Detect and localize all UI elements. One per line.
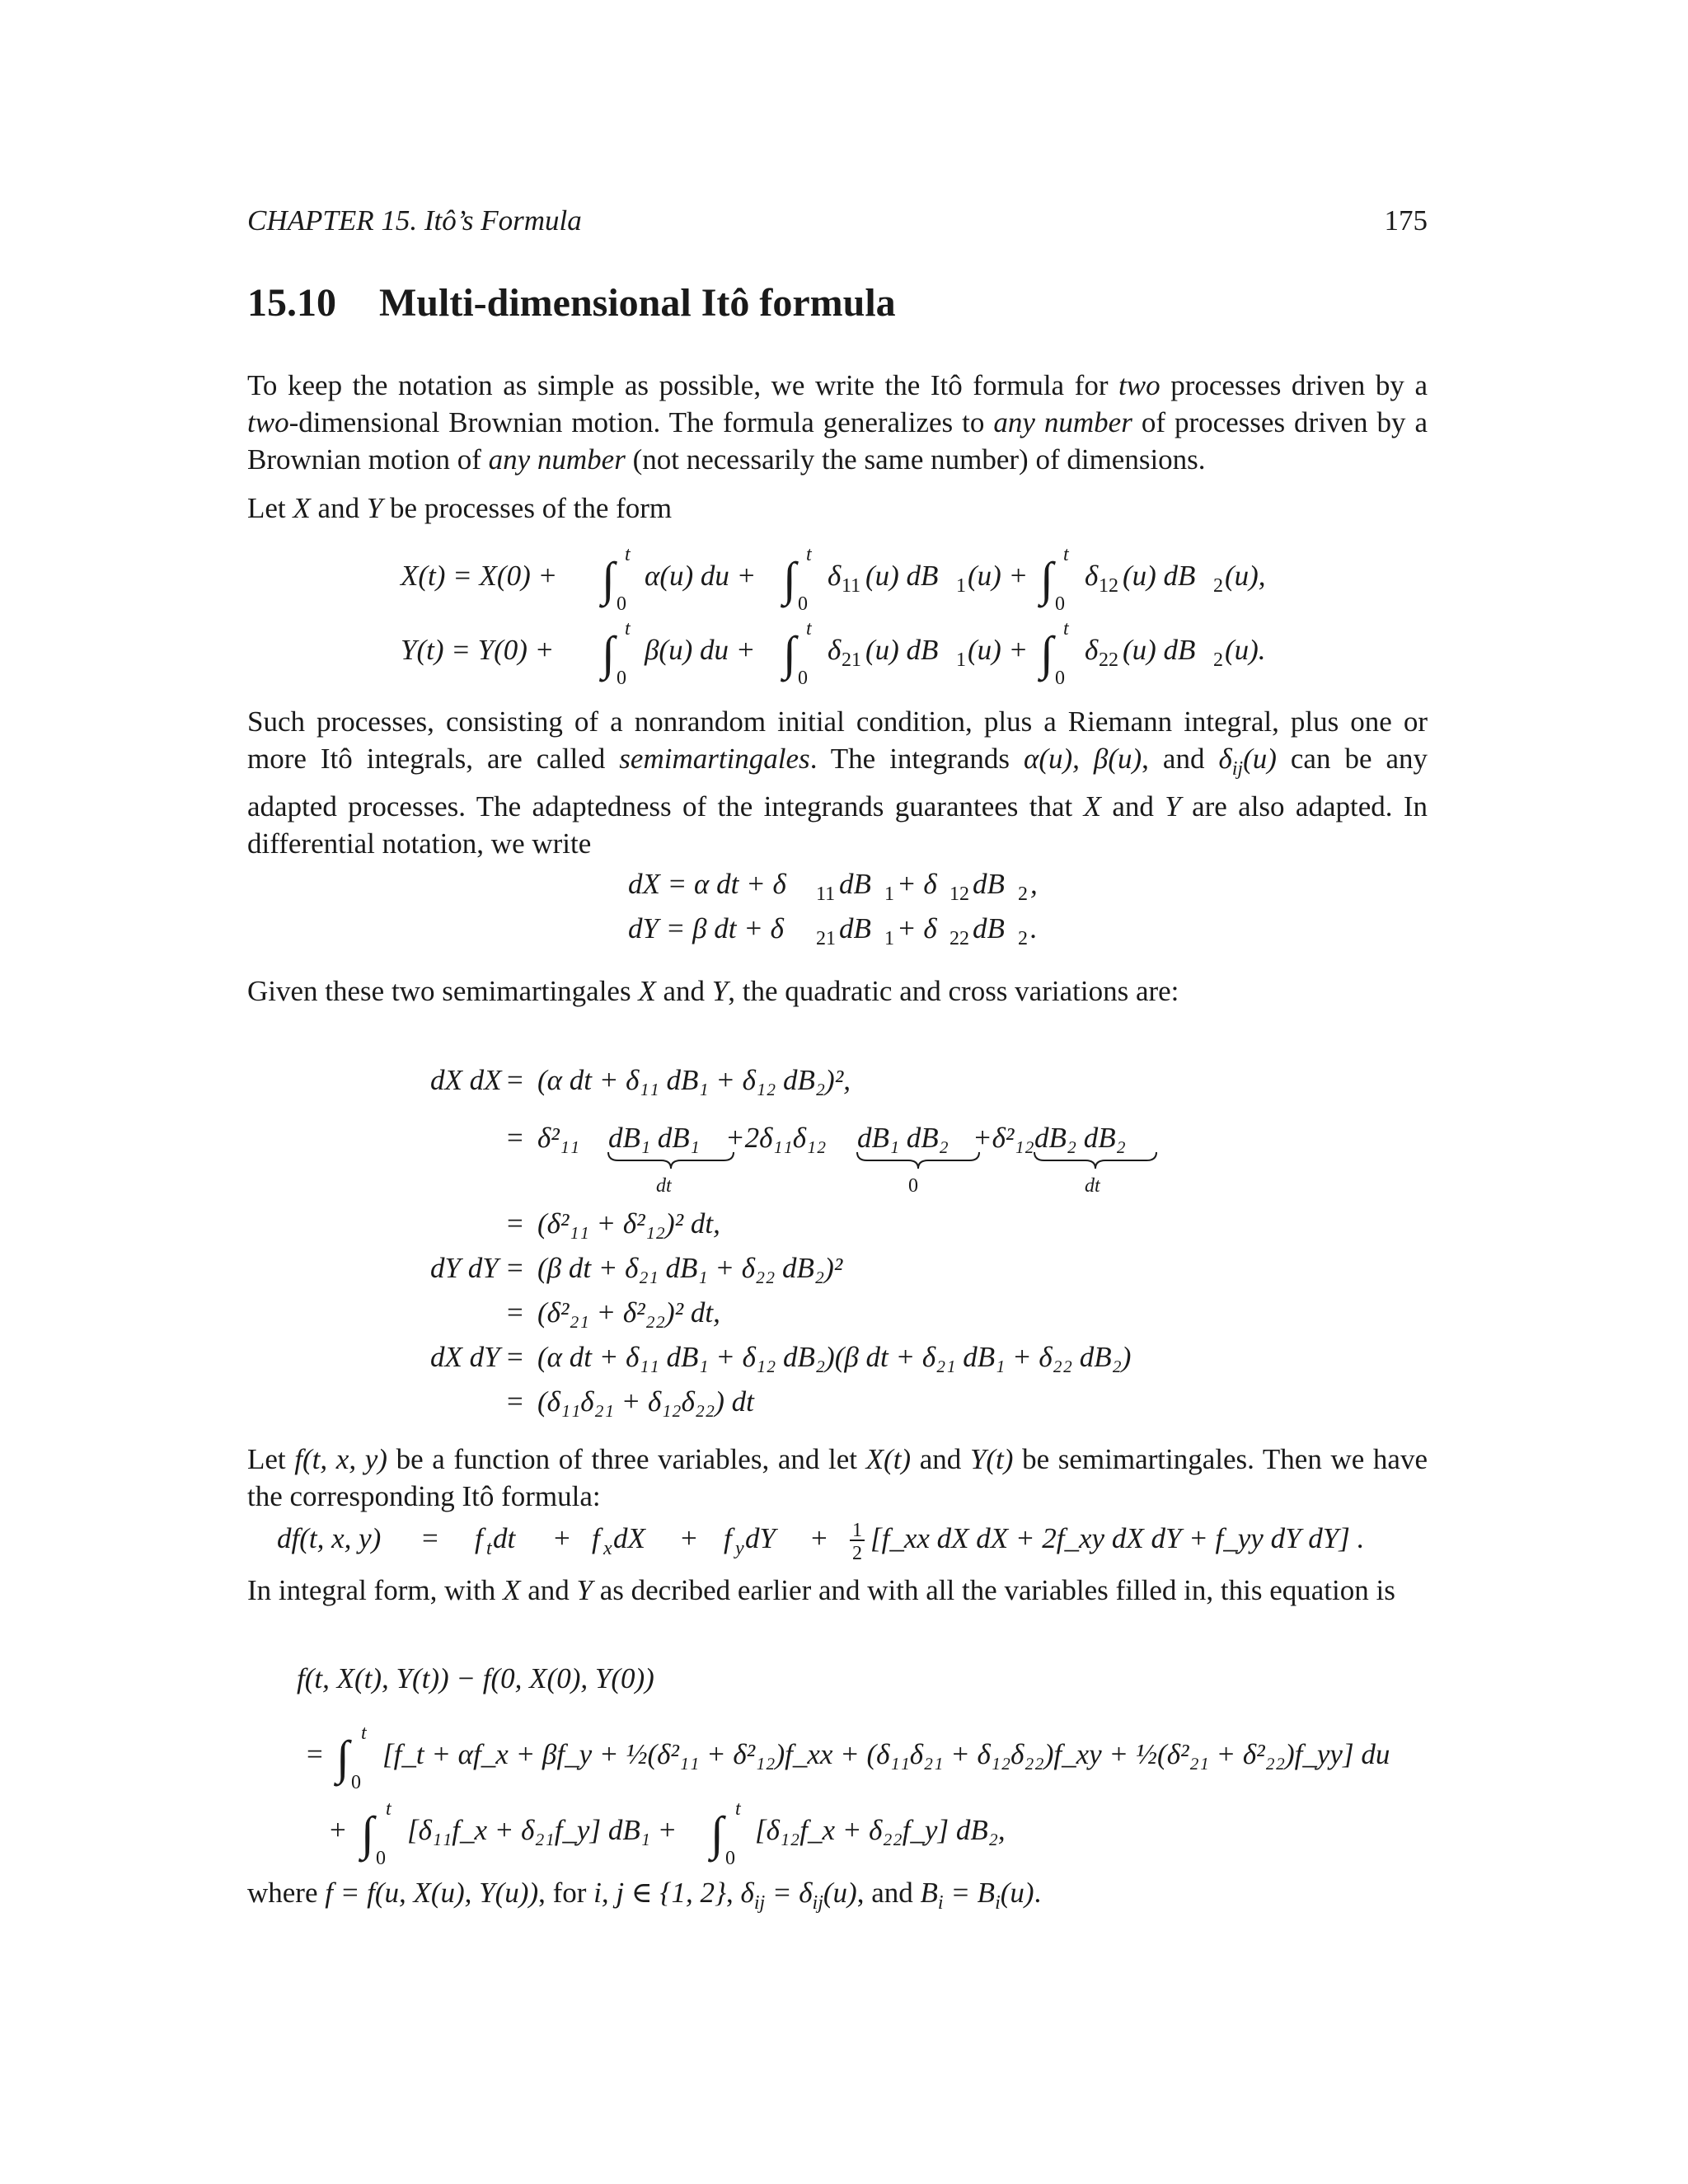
qv-line-6: (α dt + δ₁₁ dB₁ + δ₁₂ dB₂)(β dt + δ₂₁ dB₁ + δ₂₂ dB₂) — [537, 1341, 1132, 1373]
alpha-du: α(u) du + — [645, 560, 757, 592]
plus-delta: + δ — [897, 912, 937, 944]
given-text-1: Given these two semimartingales — [247, 975, 639, 1007]
math-B: B — [920, 1877, 938, 1909]
let-text-2: and — [310, 492, 367, 524]
period: . — [1030, 912, 1038, 944]
qv-line-2-d: dB₁ dB₂ — [857, 1122, 949, 1154]
plus-sign: + — [811, 1522, 828, 1554]
ito-dt: dt — [493, 1522, 516, 1554]
ito-dX: dX — [613, 1522, 645, 1554]
integral-lhs: f(t, X(t), Y(t)) − f(0, X(0), Y(0)) — [297, 1662, 654, 1694]
integral-line-2a: [δ₁₁f_x + δ₂₁f_y] dB₁ + — [407, 1814, 678, 1846]
math-delta: δ — [740, 1877, 754, 1909]
dB-term: dB — [973, 912, 1005, 944]
qv-line-2-b: dB₁ dB₁ — [608, 1122, 700, 1154]
math-X: X — [1083, 790, 1102, 823]
dB-term: dB — [839, 912, 871, 944]
math-X: X — [293, 492, 311, 524]
integral-lower-limit: 0 — [1055, 593, 1065, 615]
dB-term: (u) dB — [1123, 560, 1196, 592]
subscript: 12 — [1099, 575, 1118, 597]
math-u-arg: (u) — [1000, 1877, 1034, 1909]
integral-upper-limit: t — [625, 618, 631, 640]
integral-sign: ∫ — [1040, 552, 1053, 606]
integral-sign: ∫ — [336, 1731, 349, 1784]
integral-lower-limit: 0 — [617, 593, 626, 615]
subscript: 22 — [1099, 649, 1118, 671]
subscript: 21 — [816, 928, 836, 949]
math-delta-subscript: ij — [1231, 758, 1244, 780]
section-number: 15.10 — [247, 281, 336, 325]
section-title: Multi-dimensional Itô formula — [379, 281, 896, 325]
fraction-denominator: 2 — [852, 1543, 862, 1564]
tail-term: (u), — [1225, 560, 1266, 592]
plus-delta: + δ — [897, 868, 937, 900]
math-X: X — [503, 1574, 521, 1606]
integral-lower-limit: 0 — [798, 668, 808, 689]
math-X: X — [638, 975, 656, 1007]
brace-label-dt: dt — [656, 1175, 672, 1197]
tail-term: (u). — [1225, 634, 1266, 666]
plus-sign: + — [554, 1522, 570, 1554]
integral-lower-limit: 0 — [725, 1848, 735, 1869]
equals-sign: = — [507, 1341, 523, 1373]
subscript: 2 — [1018, 883, 1028, 905]
where-text-1: where — [247, 1877, 326, 1909]
dXdY-label: dX dY — [430, 1341, 500, 1373]
integral-line-2b: [δ₁₂f_x + δ₂₂f_y] dB₂, — [755, 1814, 1006, 1846]
math-delta-subscript: ij — [812, 1892, 823, 1914]
equals-sign: = — [507, 1064, 523, 1096]
where-paragraph: where f = f(u, X(u), Y(u)), for i, j ∈ {1, 2}, $\delta_{ij} = \delta_{ij}(u)$, and $B_i = B_i(u)$. — [247, 1877, 1042, 1914]
dYdY-label: dY dY — [430, 1252, 499, 1284]
qv-line-7: (δ₁₁δ₂₁ + δ₁₂δ₂₂) dt — [537, 1385, 754, 1418]
dB-term: dB — [839, 868, 871, 900]
integral-sign: ∫ — [710, 1807, 724, 1860]
integral-text-2: as decribed earlier and with all the variables filled in, this equation is — [592, 1574, 1395, 1606]
integral-upper-limit: t — [806, 544, 812, 565]
equals-sign: = — [507, 1296, 523, 1329]
subscript: y — [735, 1538, 744, 1559]
semi-text-4: are also adapted. In differential notation, we write — [247, 790, 1428, 860]
subscript: 1 — [956, 575, 966, 597]
qv-line-2-e: +δ²₁₂ — [973, 1122, 1034, 1154]
equals-sign: = — [507, 1252, 523, 1284]
subscript: 2 — [1213, 649, 1223, 671]
math-Y: Y — [576, 1574, 593, 1606]
integral-sign: ∫ — [783, 552, 796, 606]
math-Y: Y — [711, 975, 729, 1007]
beta-du: β(u) du + — [645, 634, 756, 666]
math-and: and — [655, 975, 712, 1007]
intro-emphasis-two-b: two — [247, 406, 289, 438]
subscript: t — [486, 1538, 492, 1559]
page-number: 175 — [1384, 204, 1428, 237]
math-Y: Y — [1165, 790, 1181, 823]
math-where-f: f = f(u, X(u), Y(u)) — [325, 1877, 539, 1909]
letf-text-1: Let — [247, 1443, 295, 1475]
equals-sign: = — [507, 1385, 523, 1418]
subscript: 1 — [884, 928, 894, 949]
integral-lower-limit: 0 — [376, 1848, 386, 1869]
integral-lower-limit: 0 — [1055, 668, 1065, 689]
subscript: 1 — [884, 883, 894, 905]
math-where-ij: i, j ∈ {1, 2} — [593, 1877, 727, 1909]
integral-upper-limit: t — [361, 1722, 367, 1744]
dX-line: dX = α dt + δ — [628, 868, 786, 900]
integral-upper-limit: t — [1063, 618, 1069, 640]
dB-term: (u) dB — [1123, 634, 1196, 666]
qv-line-3: (δ²₁₁ + δ²₁₂)² dt, — [537, 1207, 720, 1240]
delta-symbol: δ — [828, 634, 842, 666]
ito-bracket: [f_xx dX dX + 2f_xy dX dY + f_yy dY dY] . — [870, 1522, 1365, 1554]
intro-emphasis-two: two — [1118, 369, 1160, 401]
math-u-arg: (u) — [823, 1877, 857, 1909]
plus-term: (u) + — [968, 560, 1029, 592]
math-delta-subscript: ij — [753, 1892, 766, 1914]
integral-upper-limit: t — [1063, 544, 1069, 565]
integral-lower-limit: 0 — [617, 668, 626, 689]
subscript: 1 — [956, 649, 966, 671]
comma: , — [1030, 868, 1038, 900]
intro-text-4: of processes driven by a Brownian motion of — [247, 406, 1428, 476]
math-comma-and: , and — [1142, 743, 1219, 775]
dB-term: (u) dB — [865, 560, 939, 592]
equals-sign: = — [307, 1738, 323, 1770]
semi-text-3: can be any adapted processes. The adaptedness of the integrands guarantees that — [247, 743, 1428, 823]
math-and: and — [520, 1574, 577, 1606]
delta-symbol: δ — [828, 560, 842, 592]
intro-text-2: processes driven by a — [1160, 369, 1428, 401]
qv-line-4: (β dt + δ₂₁ dB₁ + δ₂₂ dB₂)² — [537, 1252, 843, 1284]
ito-f: f — [724, 1522, 732, 1554]
subscript: 21 — [842, 649, 861, 671]
chapter-title: CHAPTER 15. Itô’s Formula — [247, 204, 582, 237]
math-Xt: X(t) — [865, 1443, 912, 1475]
integral-upper-limit: t — [386, 1798, 392, 1820]
integral-upper-limit: t — [625, 544, 631, 565]
math-f-txy: f(t, x, y) — [294, 1443, 387, 1475]
semi-text-1: Such processes, consisting of a nonrandom initial condition, plus a Riemann integral, plus one or more Itô integrals, are called — [247, 705, 1428, 775]
plus-sign: + — [681, 1522, 697, 1554]
math-delta-arg: (u) — [1243, 743, 1277, 775]
delta-symbol: δ — [1085, 560, 1099, 592]
yt-lhs: Y(t) = Y(0) + — [401, 634, 555, 666]
letf-text-2: be a function of three variables, and let — [387, 1443, 866, 1475]
dB-term: (u) dB — [865, 634, 939, 666]
integral-upper-limit: t — [735, 1798, 741, 1820]
math-delta-rhs: = δ — [765, 1877, 813, 1909]
let-text-1: Let — [247, 492, 293, 524]
math-delta: δ — [1218, 743, 1232, 775]
subscript: x — [603, 1538, 612, 1559]
equals-sign: = — [422, 1522, 438, 1554]
letf-text-3: be semimartingales. Then we have the corresponding Itô formula: — [247, 1443, 1428, 1512]
integral-upper-limit: t — [806, 618, 812, 640]
integral-line-1: [f_t + αf_x + βf_y + ½(δ²₁₁ + δ²₁₂)f_xx + (δ₁₁δ₂₁ + δ₁₂δ₂₂)f_xy + ½(δ²₂₁ + δ²₂₂)f_yy] du — [382, 1738, 1390, 1770]
let-text-3: be processes of the form — [382, 492, 673, 524]
subscript: 22 — [950, 928, 969, 949]
qv-line-2-c: +2δ₁₁δ₁₂ — [725, 1122, 827, 1154]
intro-text-5: (not necessarily the same number) of dimensions. — [625, 443, 1206, 476]
qv-line-1: (α dt + δ₁₁ dB₁ + δ₁₂ dB₂)², — [537, 1064, 851, 1096]
equals-sign: = — [507, 1122, 523, 1154]
math-B-rhs: = B — [943, 1877, 996, 1909]
where-text-3: , and — [856, 1877, 921, 1909]
integral-sign: ∫ — [783, 626, 796, 680]
delta-symbol: δ — [1085, 634, 1099, 666]
subscript: 12 — [950, 883, 969, 905]
ito-f: f — [592, 1522, 600, 1554]
dY-line: dY = β dt + δ — [628, 912, 784, 944]
semi-text-2: . The integrands — [809, 743, 1024, 775]
integral-sign: ∫ — [602, 626, 615, 680]
where-text-2: , for — [538, 1877, 594, 1909]
brace-label-dt: dt — [1085, 1175, 1100, 1197]
dXdX-label: dX dX — [430, 1064, 502, 1096]
intro-emphasis-any-number-2: any number — [488, 443, 626, 476]
subscript: 11 — [842, 575, 861, 597]
dB-term: dB — [973, 868, 1005, 900]
fraction-numerator: 1 — [852, 1520, 862, 1541]
integral-sign: ∫ — [602, 552, 615, 606]
period: . — [1034, 1877, 1042, 1909]
subscript: 11 — [816, 883, 836, 905]
integral-sign: ∫ — [1040, 626, 1053, 680]
integral-sign: ∫ — [361, 1807, 374, 1860]
integral-text-1: In integral form, with — [247, 1574, 504, 1606]
ito-f: f — [475, 1522, 483, 1554]
math-and: and — [1101, 790, 1165, 823]
math-i-subscript: i — [995, 1892, 1001, 1914]
subscript: 2 — [1018, 928, 1028, 949]
ito-dY: dY — [745, 1522, 776, 1554]
intro-text-3: -dimensional Brownian motion. The formula generalizes to — [288, 406, 994, 438]
math-alpha-beta: α(u), β(u) — [1024, 743, 1142, 775]
qv-line-2-a: δ²₁₁ — [537, 1122, 580, 1154]
subscript: 2 — [1213, 575, 1223, 597]
qv-line-2-f: dB₂ dB₂ — [1034, 1122, 1126, 1154]
intro-text-1: To keep the notation as simple as possible, we write the Itô formula for — [247, 369, 1119, 401]
integral-lower-limit: 0 — [351, 1772, 361, 1793]
qv-line-5: (δ²₂₁ + δ²₂₂)² dt, — [537, 1296, 720, 1329]
math-Y: Y — [366, 492, 383, 524]
integral-lower-limit: 0 — [798, 593, 808, 615]
equals-sign: = — [507, 1207, 523, 1240]
semi-term: semimartingales — [619, 743, 810, 775]
plus-term: (u) + — [968, 634, 1029, 666]
math-Yt: Y(t) — [969, 1443, 1014, 1475]
math-i-subscript: i — [937, 1892, 944, 1914]
plus-sign: + — [330, 1814, 346, 1846]
brace-label-0: 0 — [908, 1175, 918, 1197]
ito-lhs: df(t, x, y) — [277, 1522, 382, 1554]
intro-emphasis-any-number-1: any number — [993, 406, 1132, 438]
math-and: and — [911, 1443, 970, 1475]
xt-lhs: X(t) = X(0) + — [401, 560, 558, 592]
given-text-2: , the quadratic and cross variations are: — [728, 975, 1179, 1007]
